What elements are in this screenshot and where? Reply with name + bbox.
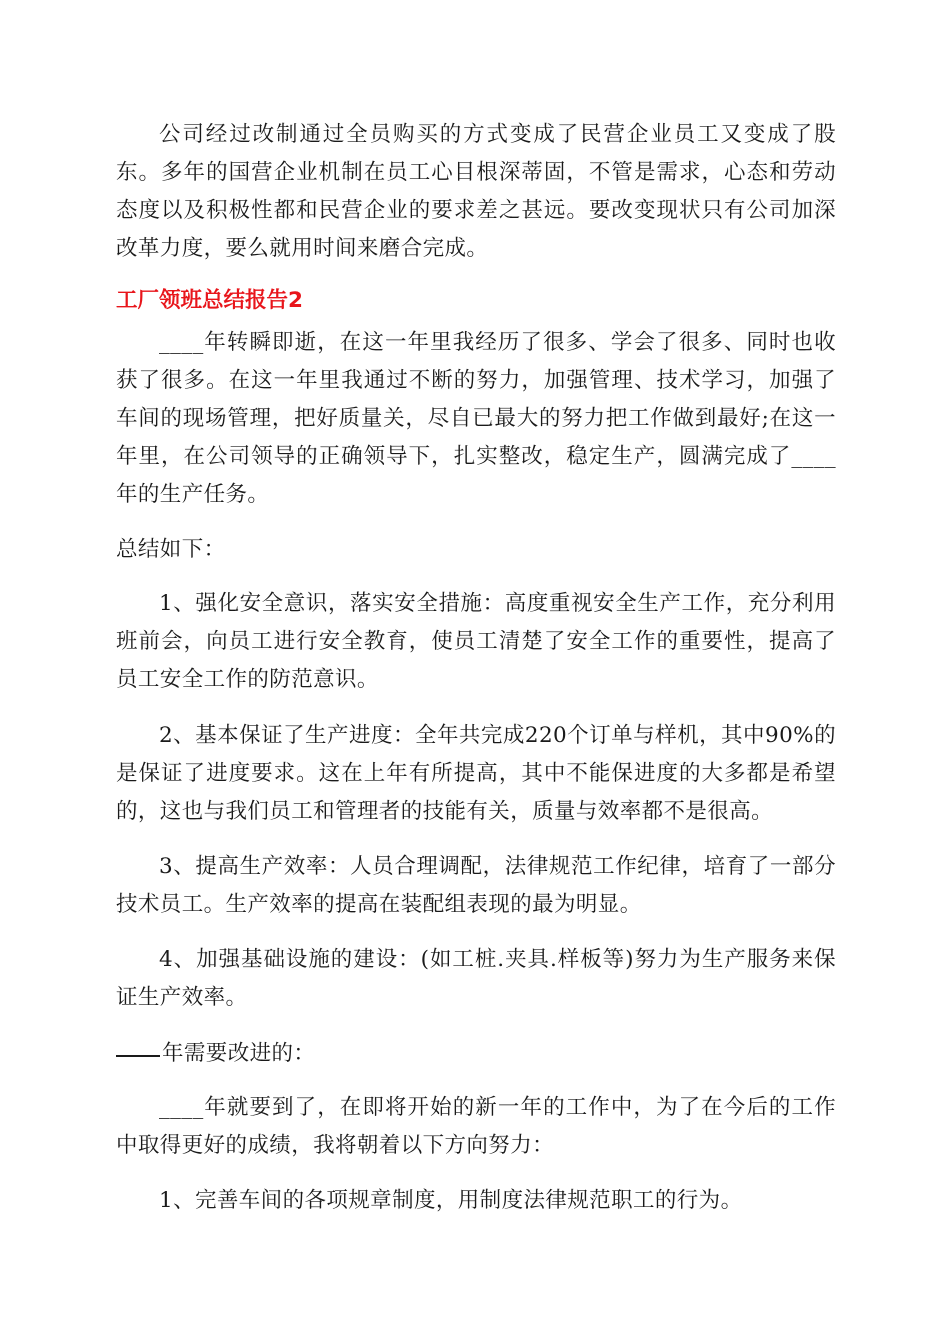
- paragraph-summary-intro: 总结如下：: [116, 537, 226, 562]
- paragraph-year-review: ____年转瞬即逝，在这一年里我经历了很多、学会了很多、同时也收获了很多。在这一年里我通过不断的努力，加强管理、技术学习，加强了车间的现场管理，把好质量关，尽自已最大的努力把工作做到最好;在这一年里，在公司领导的正确领导下，扎实整改，稳定生产，圆满完成了____年的生产任务。: [116, 330, 836, 507]
- paragraph-item-safety: 1、强化安全意识，落实安全措施：高度重视安全生产工作，充分利用班前会，向员工进行安全教育，使员工清楚了安全工作的重要性，提高了员工安全工作的防范意识。: [116, 591, 836, 692]
- improvements-label-text: 年需要改进的：: [162, 1041, 316, 1066]
- section-heading: 工厂领班总结报告2: [116, 288, 303, 313]
- paragraph-item-efficiency: 3、提高生产效率：人员合理调配，法律规范工作纪律，培育了一部分技术员工。生产效率的提高在装配组表现的最为明显。: [116, 854, 836, 917]
- paragraph-next-year: ____年就要到了，在即将开始的新一年的工作中，为了在今后的工作中取得更好的成绩，我将朝着以下方向努力：: [116, 1095, 836, 1158]
- paragraph-item-rules: 1、完善车间的各项规章制度，用制度法律规范职工的行为。: [159, 1188, 743, 1213]
- paragraph-item-infrastructure: 4、加强基础设施的建设：(如工桩.夹具.样板等)努力为生产服务来保证生产效率。: [116, 947, 836, 1010]
- paragraph-improvements-label: [116, 1035, 836, 1073]
- paragraph-item-progress: 2、基本保证了生产进度：全年共完成220个订单与样机，其中90%的是保证了进度要求。这在上年有所提高，其中不能保进度的大多都是希望的，这也与我们员工和管理者的技能有关，质量与效率都不是很高。: [116, 723, 836, 824]
- blank-line: [116, 1054, 160, 1057]
- paragraph-company-reform: 公司经过改制通过全员购买的方式变成了民营企业员工又变成了股东。多年的国营企业机制在员工心目根深蒂固，不管是需求，心态和劳动态度以及积极性都和民营企业的要求差之甚远。要改变现状只有公司加深改革力度，要么就用时间来磨合完成。: [116, 122, 836, 261]
